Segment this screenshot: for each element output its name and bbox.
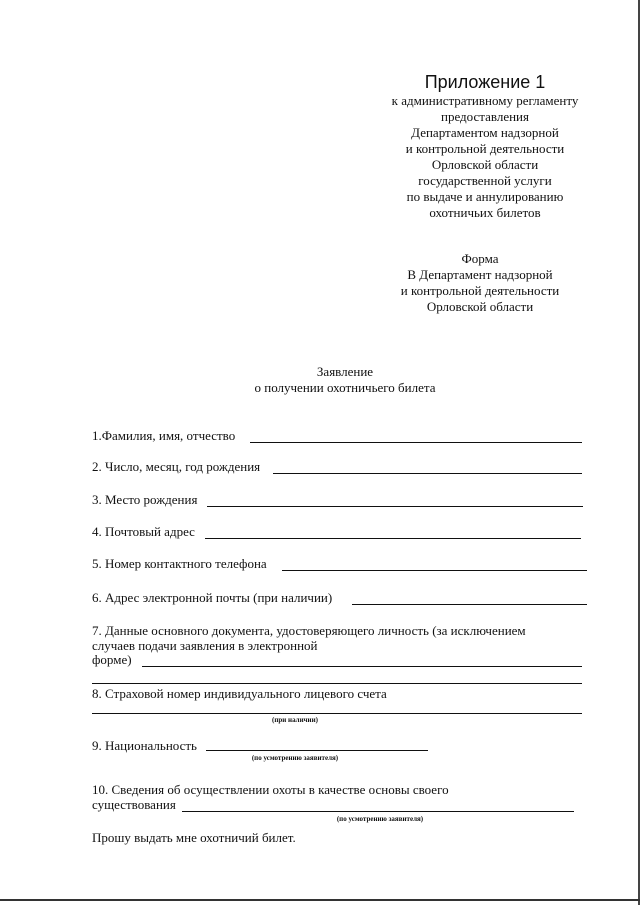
addressee-line: Орловской области <box>426 299 534 314</box>
appendix-line: охотничьих билетов <box>429 205 541 220</box>
field-id-document-label: 7. Данные основного документа, удостоверяющего личность (за исключением <box>92 623 526 638</box>
appendix-line: по выдаче и аннулированию <box>406 189 564 204</box>
appendix-line: Орловской области <box>431 157 539 172</box>
field-id-document-line-2[interactable] <box>92 683 582 684</box>
field-id-document-label-cont: случаев подачи заявления в электронной <box>92 638 318 653</box>
field-hunting-livelihood-label-cont: существования <box>92 797 176 812</box>
field-hunting-livelihood-label: 10. Сведения об осуществлении охоты в качестве основы своего <box>92 782 449 797</box>
field-postal-address-line[interactable] <box>205 538 581 539</box>
request-text: Прошу выдать мне охотничий билет. <box>92 830 296 845</box>
addressee-line: В Департамент надзорной <box>407 267 553 282</box>
appendix-line: к административному регламенту <box>391 93 579 108</box>
field-birth-place-label: 3. Место рождения <box>92 492 198 507</box>
field-email-label: 6. Адрес электронной почты (при наличии) <box>92 590 333 605</box>
field-snils-line[interactable] <box>92 713 582 714</box>
field-id-document-line[interactable] <box>142 666 582 667</box>
field-birth-date-label: 2. Число, месяц, год рождения <box>92 459 261 474</box>
field-nationality-note: (по усмотрению заявителя) <box>251 754 339 762</box>
field-full-name-label: 1.Фамилия, имя, отчество <box>92 428 236 443</box>
addressee-line: и контрольной деятельности <box>400 283 560 298</box>
field-nationality-label: 9. Национальность <box>92 738 197 753</box>
statement-subtitle: о получении охотничьего билета <box>254 380 436 395</box>
field-nationality-line[interactable] <box>206 750 428 751</box>
appendix-line: предоставления <box>441 109 529 124</box>
field-phone-label: 5. Номер контактного телефона <box>92 556 267 571</box>
scan-edge-bottom <box>0 899 640 901</box>
form-label: Форма <box>461 251 499 266</box>
field-phone-line[interactable] <box>282 570 587 571</box>
statement-title: Заявление <box>316 364 374 379</box>
field-id-document-label-cont: форме) <box>92 652 132 667</box>
field-hunting-livelihood-note: (по усмотрению заявителя) <box>336 815 424 823</box>
field-snils-note: (при наличии) <box>272 716 318 724</box>
field-email-line[interactable] <box>352 604 587 605</box>
field-birth-place-line[interactable] <box>207 506 583 507</box>
appendix-line: Департаментом надзорной <box>411 125 559 140</box>
appendix-line: государственной услуги <box>418 173 552 188</box>
field-hunting-livelihood-line[interactable] <box>182 811 574 812</box>
field-birth-date-line[interactable] <box>273 473 582 474</box>
field-postal-address-label: 4. Почтовый адрес <box>92 524 195 539</box>
appendix-line: и контрольной деятельности <box>405 141 565 156</box>
field-full-name-line[interactable] <box>250 442 582 443</box>
appendix-title: Приложение 1 <box>424 72 546 92</box>
field-snils-label: 8. Страховой номер индивидуального лицевого счета <box>92 686 387 701</box>
